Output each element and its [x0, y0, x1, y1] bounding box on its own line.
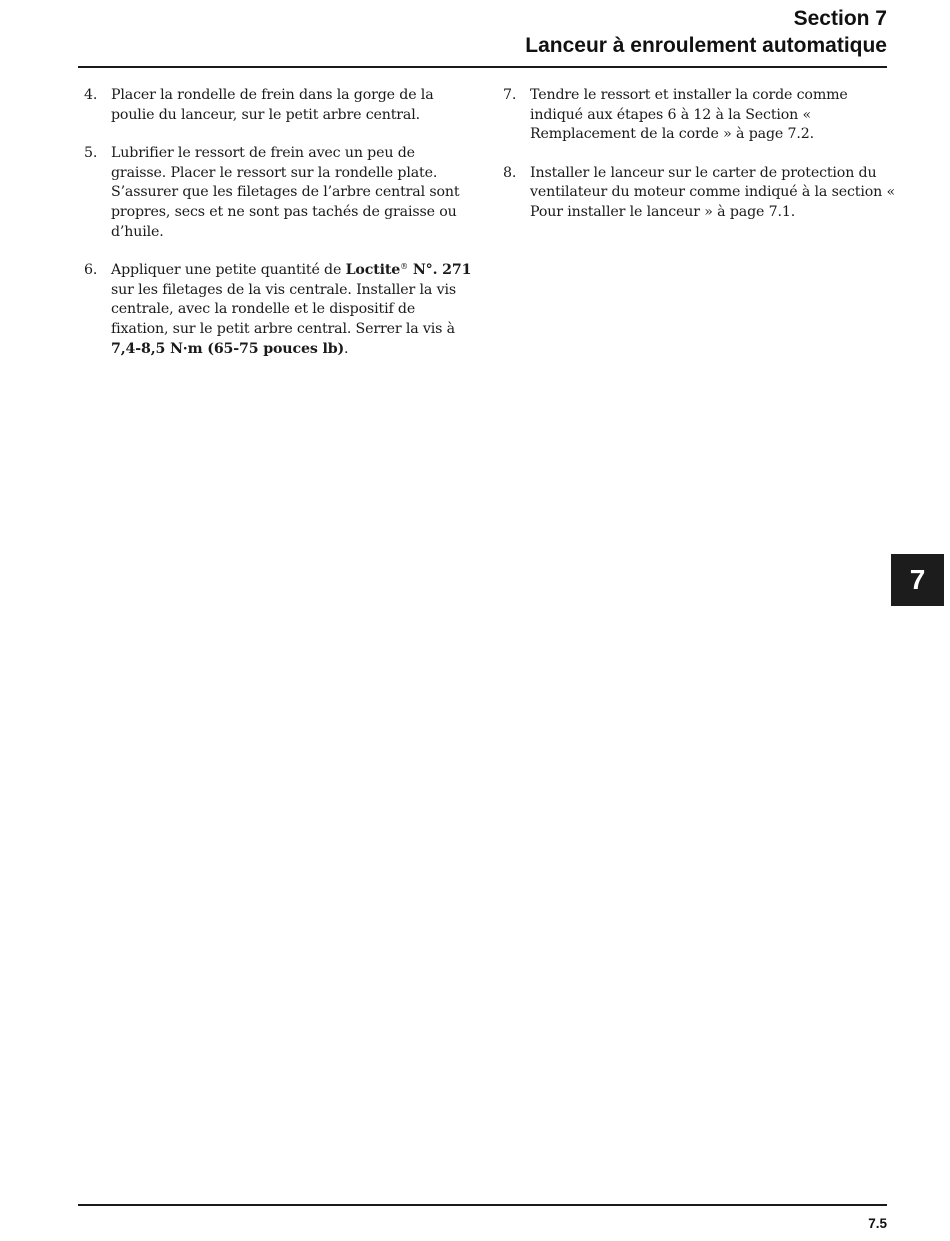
- left-column: [84, 86, 474, 378]
- page-number: 7.5: [868, 1216, 887, 1231]
- right-column: [503, 86, 903, 242]
- step-number: 8.: [503, 164, 517, 181]
- section-tab-label: 7: [909, 564, 926, 595]
- footer-divider: [78, 1204, 887, 1206]
- page-header: [525, 5, 887, 59]
- header-divider: [78, 66, 887, 68]
- section-number: Section 7: [793, 7, 887, 30]
- step-number: 7.: [503, 87, 517, 103]
- step-text: Tendre le ressort et installer la corde comme indiqué aux étapes 6 à 12 à la Section « Remplacement de la corde » à page 7.2.: [530, 87, 848, 143]
- step-text: Placer la rondelle de frein dans la gorge de la poulie du lanceur, sur le petit arbre central.: [111, 87, 434, 123]
- section-title: Lanceur à enroulement automatique: [525, 34, 887, 57]
- step-item: [84, 261, 474, 359]
- step-number: 5.: [84, 145, 98, 162]
- step-number: 6.: [84, 262, 98, 279]
- step-number: 4.: [84, 87, 98, 103]
- step-text: Installer le lanceur sur le carter de protection du ventilateur du moteur comme indiqué à la section « Pour installer le lanceur » à page 7.1.: [530, 164, 895, 220]
- step-item: [503, 164, 903, 223]
- step-text: Appliquer une petite quantité de Loctite® N°. 271 sur les filetages de la vis centrale. Installer la vis centrale, avec la rondelle et le dispositif de fixation, sur le petit arbre central. Serrer la vis à 7,4-8,5 N·m (65-75 pouces lb).: [111, 262, 472, 357]
- step-item: [503, 86, 903, 145]
- section-tab: [891, 554, 944, 606]
- step-text: Lubrifier le ressort de frein avec un peu de graisse. Placer le ressort sur la rondelle plate. S’assurer que les filetages de l’arbre central sont propres, secs et ne sont pas tachés de graisse ou d’huile.: [111, 145, 460, 240]
- step-item: [84, 144, 474, 242]
- step-item: [84, 86, 474, 125]
